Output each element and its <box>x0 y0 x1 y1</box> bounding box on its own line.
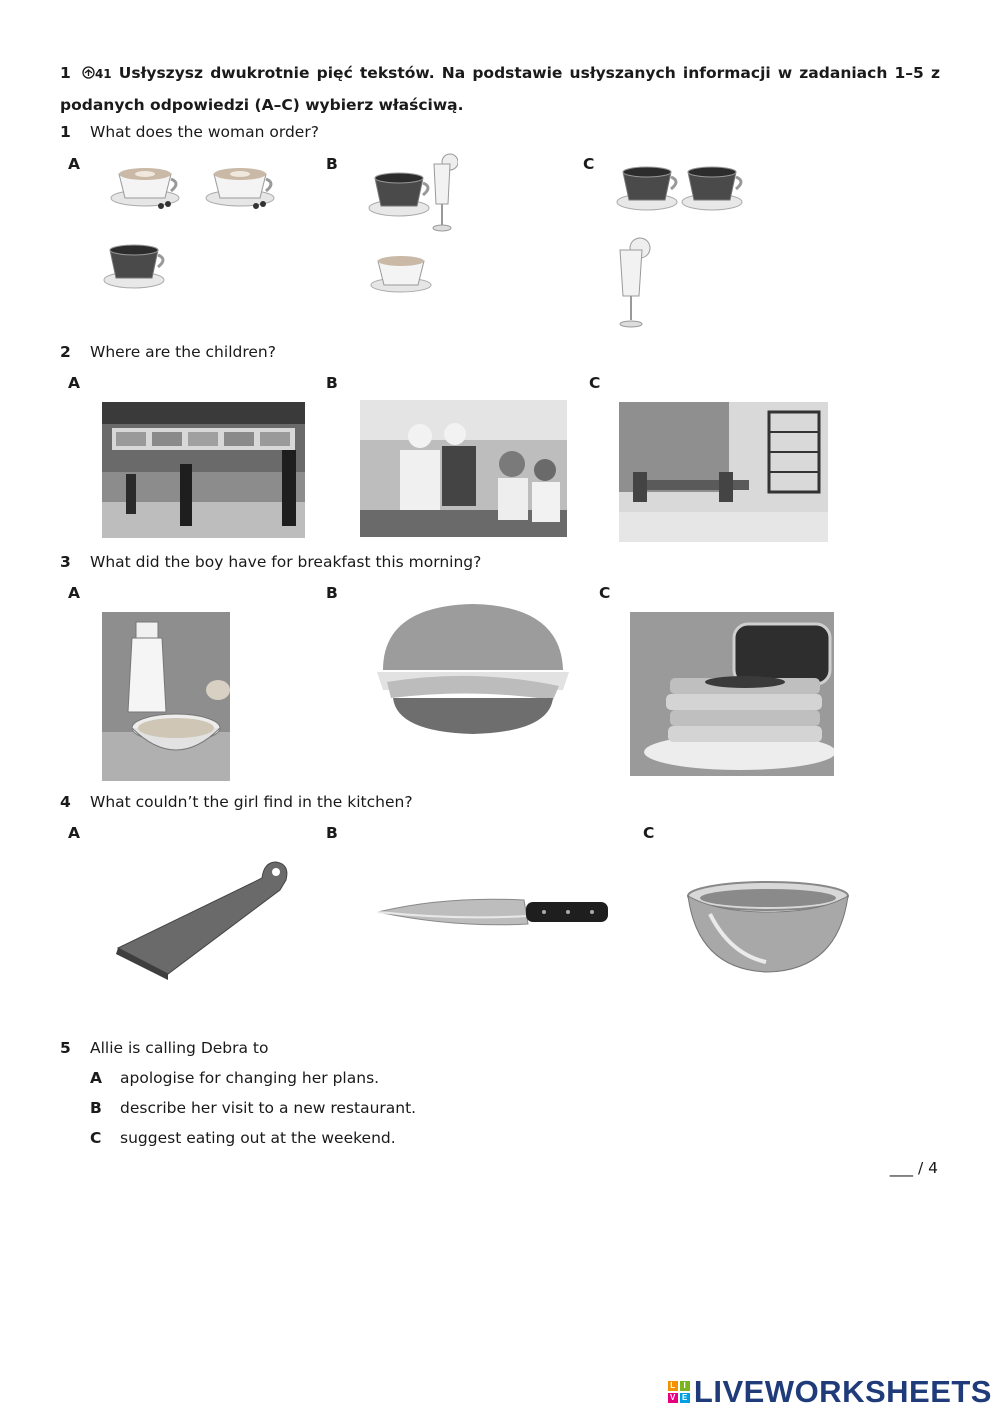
home-kitchen-image <box>619 402 828 542</box>
question-4-text: What couldn’t the girl find in the kitchen? <box>90 793 413 811</box>
question-1-text: What does the woman order? <box>90 123 319 141</box>
option-label[interactable]: B <box>326 584 338 602</box>
option-b[interactable]: B describe her visit to a new restaurant. <box>90 1099 417 1117</box>
option-label[interactable]: C <box>643 824 655 842</box>
question-2-text: Where are the children? <box>90 343 276 361</box>
toast-and-jam-image <box>630 612 834 776</box>
headphones-icon <box>82 66 95 79</box>
question-5-text: Allie is calling Debra to <box>90 1039 269 1057</box>
option-label[interactable]: C <box>589 374 601 392</box>
bowl-image <box>670 854 862 988</box>
option-label[interactable]: A <box>68 824 80 842</box>
cappuccino-image <box>200 152 280 218</box>
tea-cup-image <box>100 230 168 296</box>
tea-cup-image <box>613 152 681 218</box>
fast-food-restaurant-image <box>102 402 305 538</box>
lemonade-glass-image <box>612 236 660 332</box>
instruction-text: Usłyszysz dwukrotnie pięć tekstów. Na podstawie usłyszanych informacji w zadaniach 1–5 z podanych odpowiedzi (A–C) wybierz właściwą. <box>60 64 940 114</box>
track-number: 41 <box>94 67 112 81</box>
logo-icon: L I V E <box>668 1381 690 1403</box>
question-3: 3 What did the boy have for breakfast this morning? <box>60 553 482 571</box>
option-a[interactable]: A apologise for changing her plans. <box>90 1069 380 1087</box>
option-c[interactable]: C suggest eating out at the weekend. <box>90 1129 396 1147</box>
option-label[interactable]: B <box>326 824 338 842</box>
cappuccino-image <box>105 152 185 218</box>
task-number: 1 <box>60 64 71 82</box>
tea-cup-image <box>365 158 433 224</box>
score-field: ___ / 4 <box>889 1159 938 1177</box>
cappuccino-image <box>368 245 434 297</box>
milk-and-cereal-image <box>102 612 230 781</box>
brand-name: LIVEWORKSHEETS <box>693 1374 992 1409</box>
chopping-board-image <box>100 850 300 980</box>
liveworksheets-logo <box>668 1374 992 1410</box>
question-3-text: What did the boy have for breakfast this morning? <box>90 553 482 571</box>
option-label[interactable]: B <box>326 374 338 392</box>
question-1: 1 What does the woman order? <box>60 123 319 141</box>
option-label[interactable]: A <box>68 584 80 602</box>
lemonade-glass-image <box>428 152 458 236</box>
option-label[interactable]: C <box>599 584 611 602</box>
option-label[interactable]: B <box>326 155 338 173</box>
question-2: 2 Where are the children? <box>60 343 276 361</box>
tea-cup-image <box>678 152 746 218</box>
task-instruction <box>60 58 940 121</box>
school-canteen-image <box>360 400 567 537</box>
question-5: 5 Allie is calling Debra to <box>60 1039 269 1057</box>
sandwich-image <box>363 582 581 750</box>
knife-image <box>364 822 628 998</box>
option-label[interactable]: A <box>68 155 80 173</box>
option-label[interactable]: C <box>583 155 595 173</box>
question-4: 4 What couldn’t the girl find in the kitchen? <box>60 793 413 811</box>
option-label[interactable]: A <box>68 374 80 392</box>
